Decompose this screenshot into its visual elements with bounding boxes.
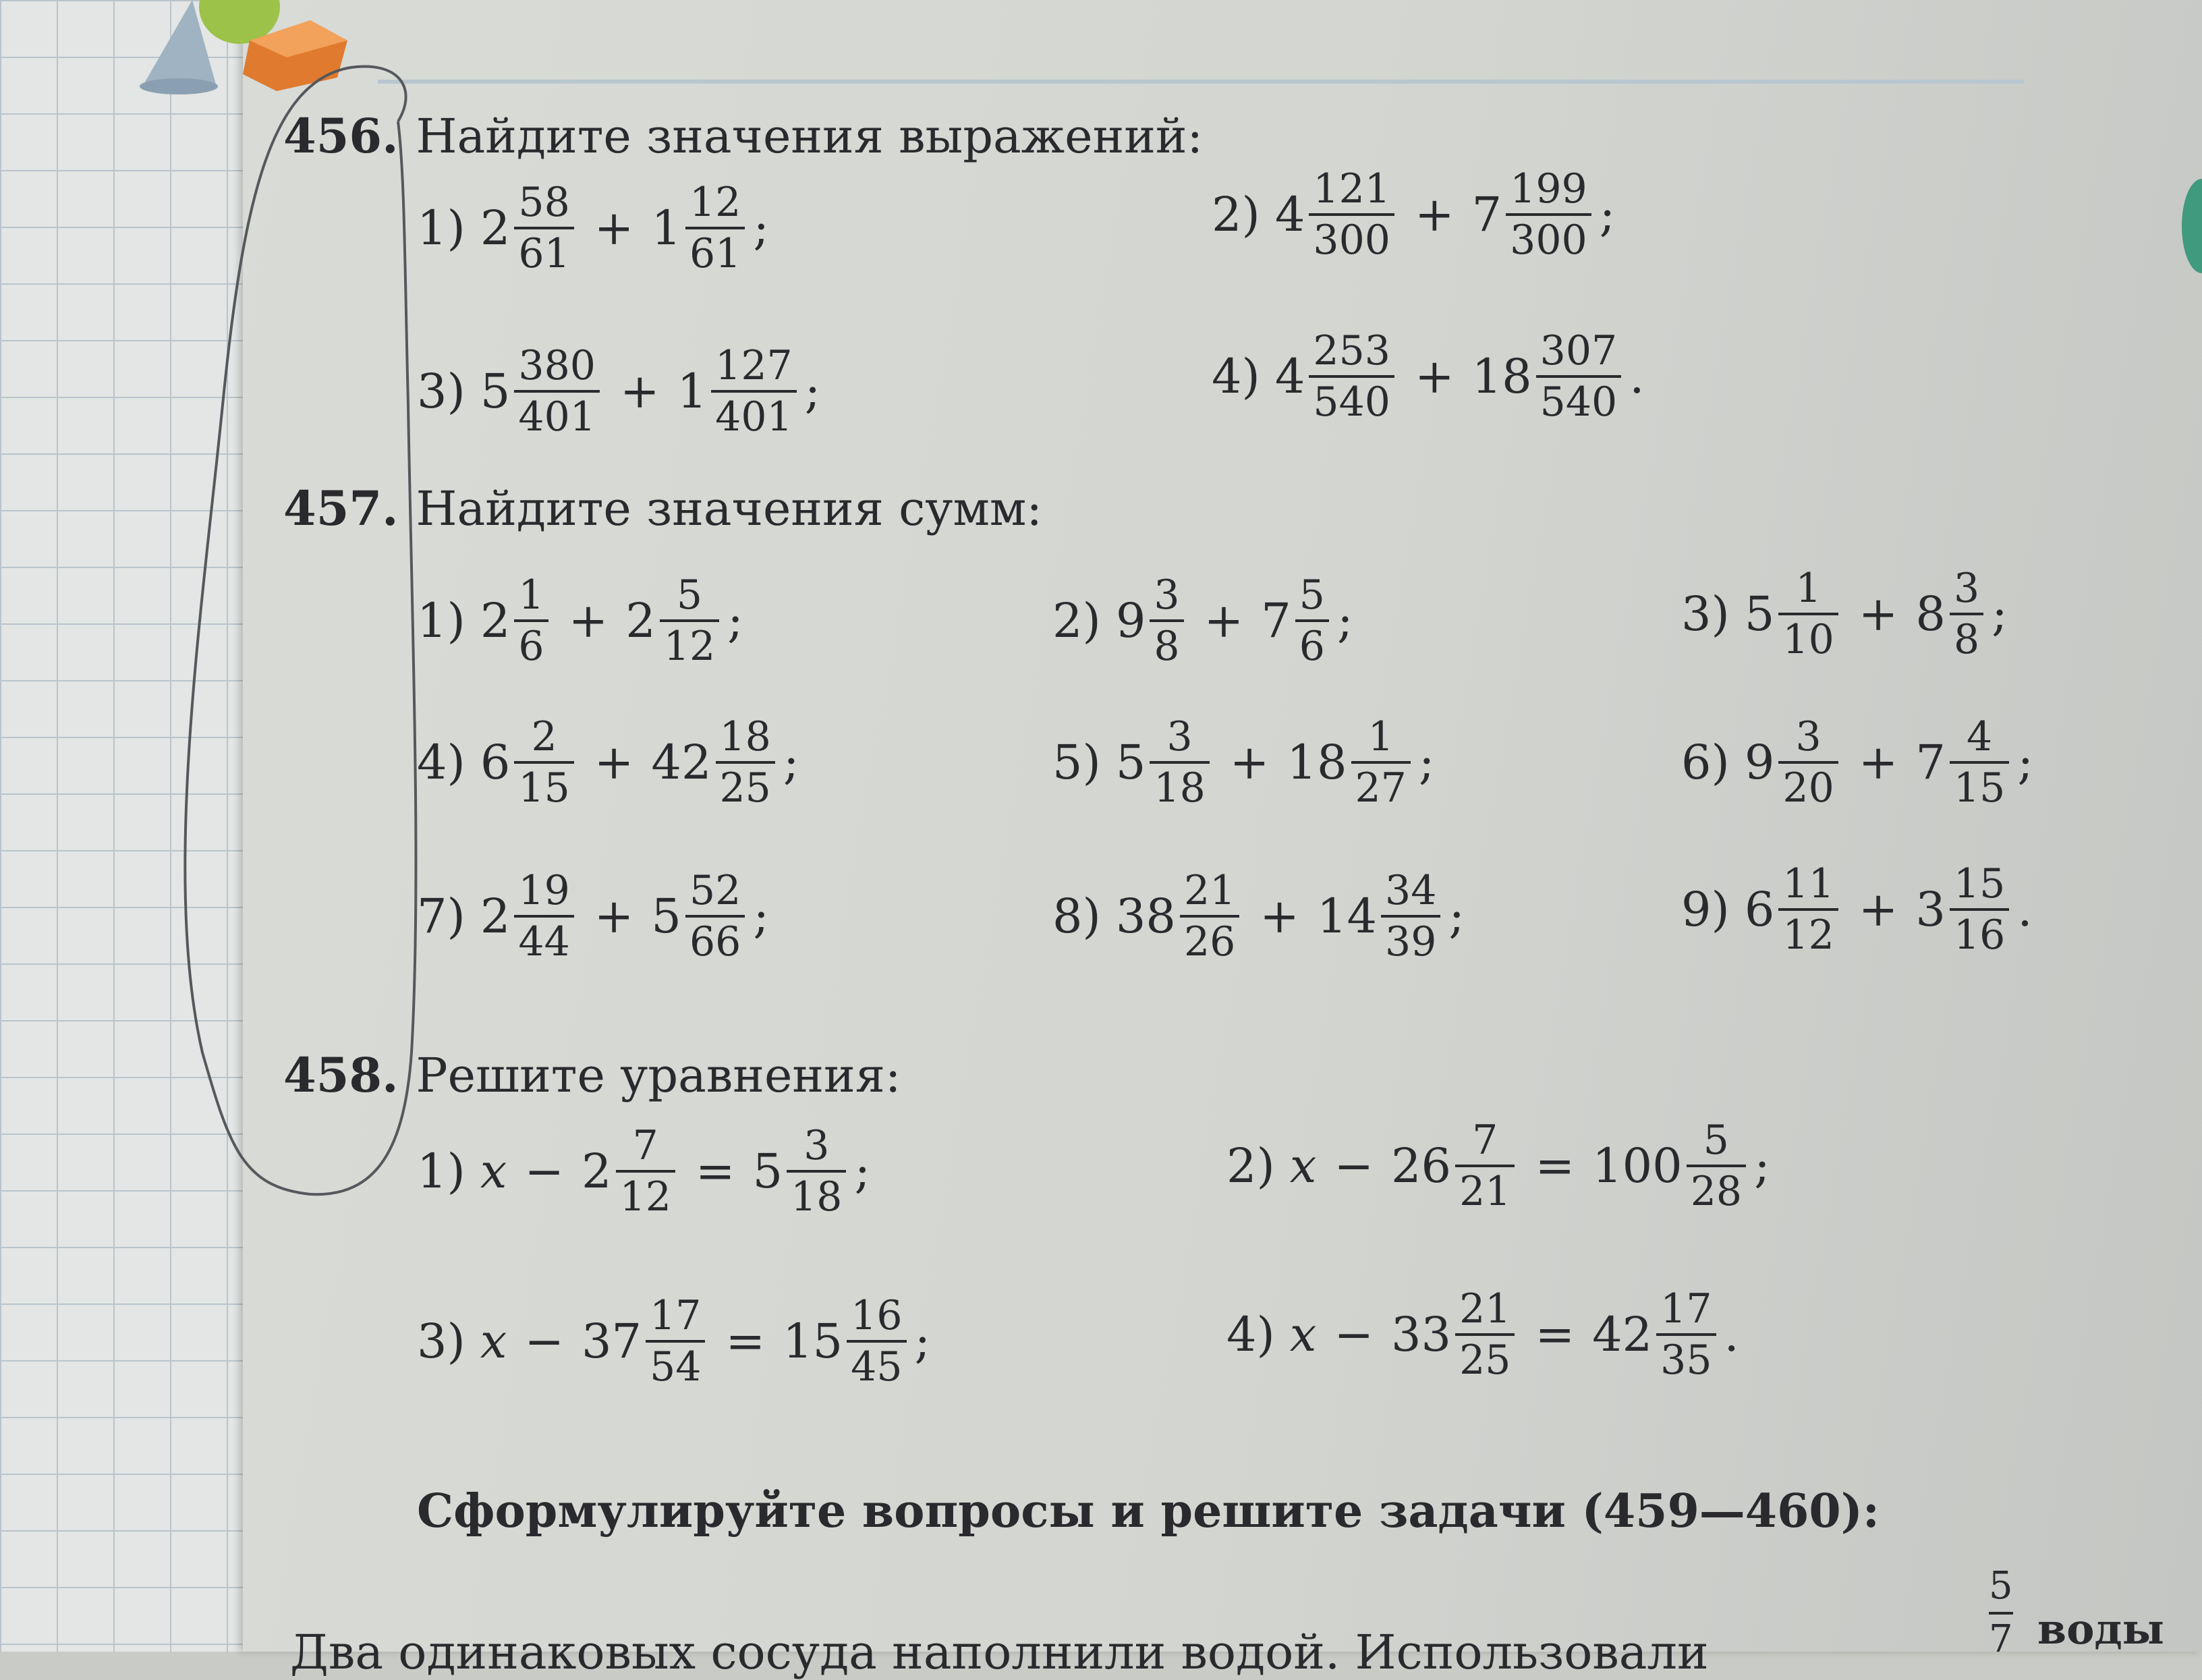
mixed-fraction-1	[1150, 713, 1209, 812]
exercise-457-heading	[283, 480, 1042, 536]
mixed-fraction-2	[1950, 565, 1983, 663]
ex457-item	[1052, 713, 1435, 812]
whole-part: 7	[1915, 735, 1946, 790]
item-terminator: ;	[1992, 586, 2008, 642]
fraction-numerator: 3	[1953, 565, 1980, 612]
mixed-fraction-2	[660, 571, 719, 670]
plus-operator: +	[594, 735, 634, 790]
item-label: 4)	[1226, 1307, 1275, 1362]
mixed-fraction-2	[1351, 713, 1411, 812]
fraction-denominator: 540	[1309, 375, 1394, 422]
fraction-denominator: 6	[514, 619, 548, 667]
fraction-denominator: 44	[514, 915, 573, 962]
mixed-fraction-1	[514, 571, 548, 670]
item-label: 2)	[1226, 1138, 1275, 1194]
ex458-item	[417, 1122, 871, 1221]
fraction-denominator: 26	[1180, 915, 1239, 962]
minus-operator: −	[1334, 1307, 1374, 1362]
variable: x	[480, 1144, 507, 1199]
fraction-numerator: 121	[1313, 165, 1390, 213]
item-label: 1)	[417, 200, 465, 256]
mixed-fraction-2	[1506, 165, 1591, 264]
whole-part: 9	[1115, 593, 1146, 648]
ex458-item	[417, 1292, 931, 1391]
exercise-number: 457.	[283, 480, 399, 536]
item-label: 5)	[1052, 735, 1101, 790]
next-problem-word: воды	[2037, 1604, 2164, 1654]
plus-operator: +	[1204, 593, 1244, 648]
fraction-denominator: 20	[1778, 761, 1838, 808]
whole-part: 2	[582, 1144, 612, 1199]
minus-operator: −	[524, 1144, 564, 1199]
plus-operator: +	[619, 364, 660, 419]
ex457-item	[1052, 867, 1465, 965]
whole-part: 6	[1744, 882, 1775, 937]
fraction-numerator: 1	[1795, 565, 1822, 612]
mixed-fraction-1	[1455, 1117, 1515, 1215]
item-label: 6)	[1681, 735, 1730, 790]
plus-operator: +	[1260, 889, 1299, 944]
fraction-denominator: 18	[1150, 761, 1209, 808]
exercise-number: 456.	[283, 108, 399, 164]
plus-operator: +	[568, 593, 609, 648]
fraction-denominator: 6	[1295, 619, 1329, 667]
minus-operator: −	[1334, 1138, 1374, 1194]
fraction-denominator: 25	[716, 761, 775, 808]
section-instruction: Сформулируйте вопросы и решите задачи (459—460):	[417, 1484, 1880, 1538]
mixed-fraction-1	[514, 867, 573, 965]
mixed-fraction-2	[1656, 1285, 1716, 1384]
item-label: 8)	[1052, 889, 1101, 944]
fraction-numerator: 1	[1367, 713, 1394, 760]
mixed-fraction-1	[1778, 565, 1838, 663]
mixed-fraction-1	[1778, 713, 1838, 812]
fraction-numerator: 5	[1299, 571, 1325, 619]
item-label: 4)	[1212, 349, 1260, 404]
exercise-title: Решите уравнения:	[416, 1048, 901, 1103]
item-label: 1)	[417, 1144, 465, 1199]
exercise-number: 458.	[283, 1047, 399, 1103]
ex458-item	[1226, 1117, 1770, 1215]
ex456-item	[417, 179, 769, 277]
fraction-numerator: 18	[719, 713, 771, 760]
ex457-item	[1681, 860, 2033, 959]
variable: x	[480, 1314, 507, 1369]
fraction-numerator: 34	[1385, 867, 1437, 914]
mixed-fraction-2	[1295, 571, 1329, 670]
equals-sign: =	[695, 1144, 735, 1199]
exercise-title: Найдите значения выражений:	[416, 109, 1204, 164]
item-terminator: .	[2017, 882, 2033, 937]
fraction-denominator: 25	[1455, 1333, 1515, 1380]
mixed-fraction-2	[787, 1122, 846, 1221]
mixed-fraction-2	[1950, 713, 2009, 812]
fraction-denominator: 15	[514, 761, 573, 808]
whole-part: 4	[1274, 349, 1305, 404]
exercise-458-heading	[283, 1047, 901, 1103]
mixed-fraction-1	[1309, 165, 1394, 264]
fraction-denominator: 16	[1950, 908, 2009, 955]
item-terminator: ;	[753, 889, 769, 944]
item-terminator: ;	[914, 1314, 931, 1369]
whole-part: 4	[1274, 187, 1305, 242]
fraction-numerator: 4	[1967, 713, 1993, 760]
fraction-numerator: 199	[1510, 165, 1587, 213]
whole-part: 38	[1115, 889, 1176, 944]
whole-part: 1	[651, 200, 681, 256]
whole-part: 5	[651, 889, 681, 944]
plus-operator: +	[1414, 349, 1455, 404]
item-terminator: ;	[753, 200, 769, 256]
minus-operator: −	[524, 1314, 564, 1369]
fraction-denominator: 18	[787, 1170, 846, 1217]
ex456-item	[1212, 327, 1645, 426]
fraction-denominator: 401	[514, 390, 600, 437]
plus-operator: +	[1858, 586, 1898, 642]
item-terminator: ;	[783, 735, 799, 790]
fraction-denominator: 10	[1778, 613, 1838, 660]
whole-part: 5	[1115, 735, 1146, 790]
equals-sign: =	[725, 1314, 766, 1369]
fraction-denominator: 300	[1309, 213, 1394, 260]
fraction-denominator: 54	[646, 1340, 705, 1387]
fraction-denominator: 35	[1656, 1333, 1716, 1380]
fraction-denominator: 7	[1989, 1612, 2013, 1661]
fraction-numerator: 3	[803, 1122, 830, 1169]
fraction-denominator: 540	[1536, 375, 1622, 422]
item-terminator: ;	[804, 364, 821, 419]
item-label: 1)	[417, 593, 465, 648]
item-terminator: .	[1629, 349, 1645, 404]
item-label: 2)	[1052, 593, 1101, 648]
fraction-denominator: 12	[616, 1170, 675, 1217]
fraction-denominator: 27	[1351, 761, 1411, 808]
whole-part: 7	[1261, 593, 1291, 648]
whole-part: 26	[1391, 1138, 1452, 1194]
fraction-denominator: 8	[1950, 613, 1983, 660]
fraction-numerator: 5	[676, 571, 703, 619]
ex458-item	[1226, 1285, 1739, 1384]
fraction-numerator: 127	[715, 342, 793, 389]
mixed-fraction-2	[1687, 1117, 1746, 1215]
item-terminator: ;	[1418, 735, 1435, 790]
mixed-fraction-1	[514, 179, 573, 277]
whole-part: 6	[480, 735, 511, 790]
fraction-numerator: 52	[689, 867, 741, 914]
mixed-fraction-2	[716, 713, 775, 812]
plus-operator: +	[1858, 882, 1898, 937]
fraction-numerator: 12	[689, 179, 741, 226]
ex457-item	[417, 571, 743, 670]
whole-part: 1	[677, 364, 708, 419]
whole-part: 8	[1915, 586, 1946, 642]
whole-part: 42	[651, 735, 712, 790]
fraction-denominator: 12	[660, 619, 719, 667]
ex457-item	[1052, 571, 1353, 670]
item-terminator: ;	[854, 1144, 871, 1199]
mixed-fraction-1	[1778, 860, 1838, 959]
fraction-denominator: 61	[685, 227, 745, 274]
plus-operator: +	[594, 200, 634, 256]
fraction-numerator: 15	[1953, 860, 2006, 907]
ex457-item	[1681, 565, 2008, 663]
plus-operator: +	[1229, 735, 1270, 790]
whole-part: 5	[1744, 586, 1775, 642]
fraction-numerator: 5	[1703, 1117, 1729, 1164]
fraction-numerator: 3	[1166, 713, 1193, 760]
fraction-numerator: 7	[1472, 1117, 1498, 1164]
ex457-item	[417, 867, 769, 965]
item-label: 3)	[417, 1314, 465, 1369]
mixed-fraction-2	[1536, 327, 1622, 426]
whole-part: 5	[480, 364, 511, 419]
fraction-numerator: 380	[518, 342, 596, 389]
item-terminator: .	[1724, 1307, 1739, 1362]
fraction-numerator: 7	[632, 1122, 658, 1169]
item-label: 2)	[1212, 187, 1260, 242]
whole-part: 42	[1592, 1307, 1653, 1362]
item-terminator: ;	[1754, 1138, 1770, 1194]
whole-part: 2	[625, 593, 656, 648]
whole-part: 15	[783, 1314, 843, 1369]
next-problem-text: Два одинаковых сосуда наполнили водой. Использовали	[290, 1625, 1709, 1680]
item-terminator: ;	[1448, 889, 1465, 944]
fraction-denominator: 28	[1687, 1165, 1746, 1212]
mixed-fraction-2	[711, 342, 797, 441]
fraction-denominator: 8	[1150, 619, 1183, 667]
mixed-fraction-1	[1309, 327, 1394, 426]
ex456-item	[1212, 165, 1616, 264]
fraction-numerator: 307	[1540, 327, 1618, 374]
plus-operator: +	[594, 889, 634, 944]
item-terminator: ;	[1599, 187, 1616, 242]
item-terminator: ;	[727, 593, 743, 648]
fraction-numerator: 3	[1154, 571, 1180, 619]
mixed-fraction-1	[514, 713, 573, 812]
next-problem-fraction	[1989, 1564, 2013, 1661]
item-label: 7)	[417, 889, 465, 944]
fraction-numerator: 16	[851, 1292, 903, 1339]
fraction-denominator: 300	[1506, 213, 1591, 260]
fraction-denominator: 45	[847, 1340, 906, 1387]
equals-sign: =	[1535, 1138, 1575, 1194]
fraction-numerator: 5	[1989, 1564, 2013, 1608]
whole-part: 18	[1287, 735, 1347, 790]
item-terminator: ;	[2017, 735, 2033, 790]
fraction-numerator: 19	[518, 867, 570, 914]
mixed-fraction-1	[1180, 867, 1239, 965]
mixed-fraction-2	[1950, 860, 2009, 959]
ex457-item	[1681, 713, 2033, 812]
item-terminator: ;	[1336, 593, 1353, 648]
variable: x	[1289, 1138, 1317, 1194]
fraction-denominator: 12	[1778, 908, 1838, 955]
fraction-denominator: 39	[1381, 915, 1440, 962]
whole-part: 2	[480, 889, 511, 944]
whole-part: 14	[1316, 889, 1378, 944]
mixed-fraction-1	[616, 1122, 675, 1221]
whole-part: 5	[752, 1144, 783, 1199]
equals-sign: =	[1535, 1307, 1575, 1362]
exercise-456-heading	[283, 108, 1203, 164]
fraction-numerator: 17	[1660, 1285, 1712, 1333]
fraction-denominator: 401	[711, 390, 797, 437]
whole-part: 2	[480, 200, 511, 256]
whole-part: 9	[1744, 735, 1775, 790]
mixed-fraction-1	[646, 1292, 705, 1391]
item-label: 3)	[1681, 586, 1730, 642]
mixed-fraction-1	[514, 342, 600, 441]
mixed-fraction-2	[1381, 867, 1440, 965]
fraction-denominator: 66	[685, 915, 745, 962]
mixed-fraction-2	[685, 179, 745, 277]
whole-part: 18	[1471, 349, 1532, 404]
item-label: 4)	[417, 735, 465, 790]
variable: x	[1289, 1307, 1317, 1362]
fraction-numerator: 1	[518, 571, 544, 619]
mixed-fraction-1	[1455, 1285, 1515, 1384]
mixed-fraction-2	[847, 1292, 906, 1391]
exercise-title: Найдите значения сумм:	[416, 481, 1042, 536]
fraction-denominator: 21	[1455, 1165, 1515, 1212]
fraction-denominator: 61	[514, 227, 573, 274]
fraction-numerator: 3	[1795, 713, 1822, 760]
fraction-numerator: 2	[531, 713, 557, 760]
fraction-numerator: 17	[650, 1292, 702, 1339]
fraction-denominator: 15	[1950, 761, 2009, 808]
whole-part: 7	[1471, 187, 1502, 242]
mixed-fraction-2	[685, 867, 745, 965]
fraction-numerator: 21	[1459, 1285, 1511, 1333]
plus-operator: +	[1414, 187, 1455, 242]
item-label: 3)	[417, 364, 465, 419]
plus-operator: +	[1858, 735, 1898, 790]
ex456-item	[417, 342, 821, 441]
fraction-numerator: 21	[1183, 867, 1236, 914]
item-label: 9)	[1681, 882, 1730, 937]
whole-part: 33	[1391, 1307, 1452, 1362]
whole-part: 37	[582, 1314, 642, 1369]
ex457-item	[417, 713, 799, 812]
fraction-numerator: 11	[1782, 860, 1834, 907]
fraction-numerator: 253	[1313, 327, 1390, 374]
mixed-fraction-1	[1150, 571, 1183, 670]
whole-part: 2	[480, 593, 511, 648]
fraction-numerator: 58	[518, 179, 570, 226]
whole-part: 100	[1592, 1138, 1683, 1194]
whole-part: 3	[1915, 882, 1946, 937]
